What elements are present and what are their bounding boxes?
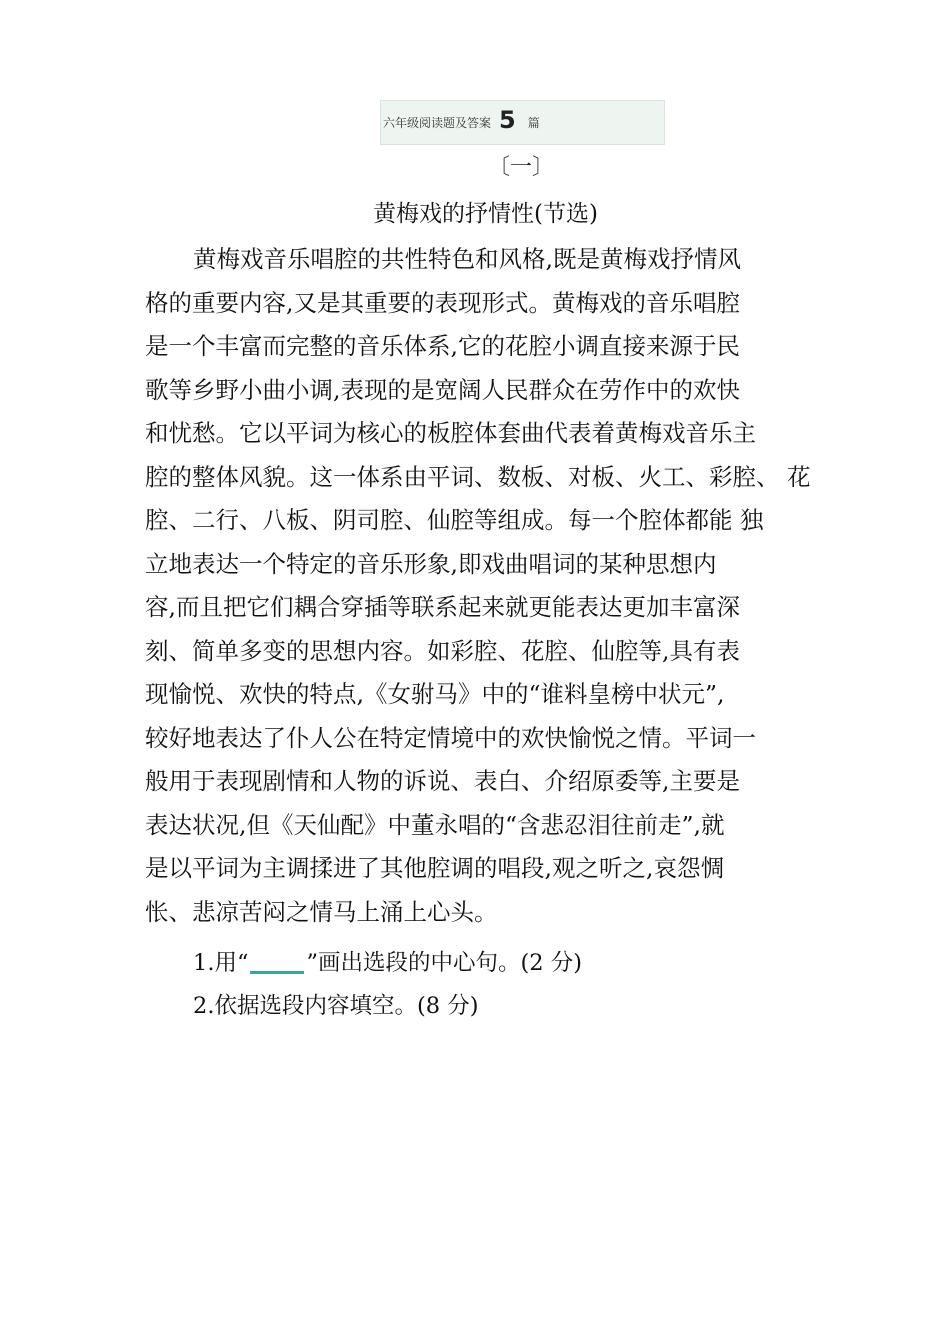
question-list	[193, 942, 582, 1028]
header-number: 5	[499, 105, 516, 134]
passage-line: 容,而且把它们耦合穿插等联系起来就更能表达更加丰富深	[145, 593, 740, 621]
passage-line: 是一个丰富而完整的音乐体系,它的花腔小调直接来源于民	[145, 332, 740, 360]
passage-line: 歌等乡野小曲小调,表现的是宽阔人民群众在劳作中的欢快	[145, 375, 740, 404]
header-text: 六年级阅读题及答案	[383, 116, 492, 130]
passage-line: 表达状况,但《天仙配》中董永唱的“含悲忍泪往前走”,就	[145, 810, 725, 839]
section-label: 〔一〕	[488, 155, 555, 180]
passage-body	[145, 238, 811, 934]
passage-line: 是以平词为主调揉进了其他腔调的唱段,观之听之,哀怨惆	[145, 854, 724, 882]
underline-blank	[250, 950, 304, 974]
passage-line: 较好地表达了仆人公在特定情境中的欢快愉悦之情。平词一	[145, 723, 756, 752]
document-header-banner	[380, 100, 665, 145]
passage-line: 腔、二行、八板、阴司腔、仙腔等组成。每一个腔体都能 独	[145, 506, 764, 534]
question-1-prefix: 1.用“	[193, 950, 249, 976]
passage-line: 格的重要内容,又是其重要的表现形式。黄梅戏的音乐唱腔	[145, 288, 740, 317]
passage-line: 和忧愁。它以平词为核心的板腔体套曲代表着黄梅戏音乐主	[145, 419, 756, 447]
passage-line: 般用于表现剧情和人物的诉说、表白、介绍原委等,主要是	[145, 767, 740, 795]
passage-line: 怅、悲凉苦闷之情马上涌上心头。	[145, 897, 498, 926]
passage-title: 黄梅戏的抒情性(节选)	[373, 201, 598, 227]
passage-line: 现愉悦、欢快的特点,《女驸马》中的“谁料皇榜中状元”,	[145, 680, 725, 708]
header-suffix: 篇	[527, 116, 540, 130]
question-1-suffix: ”画出选段的中心句。(2 分)	[306, 950, 583, 976]
passage-line: 立地表达一个特定的音乐形象,即戏曲唱词的某种思想内	[145, 549, 717, 578]
question-2: 2.依据选段内容填空。(8 分)	[193, 993, 479, 1019]
passage-line: 刻、简单多变的思想内容。如彩腔、花腔、仙腔等,具有表	[145, 636, 740, 665]
passage-line: 腔的整体风貌。这一体系由平词、数板、对板、火工、彩腔、 花	[145, 462, 811, 491]
passage-line: 黄梅戏音乐唱腔的共性特色和风格,既是黄梅戏抒情风	[193, 245, 741, 273]
question-1	[193, 942, 582, 985]
